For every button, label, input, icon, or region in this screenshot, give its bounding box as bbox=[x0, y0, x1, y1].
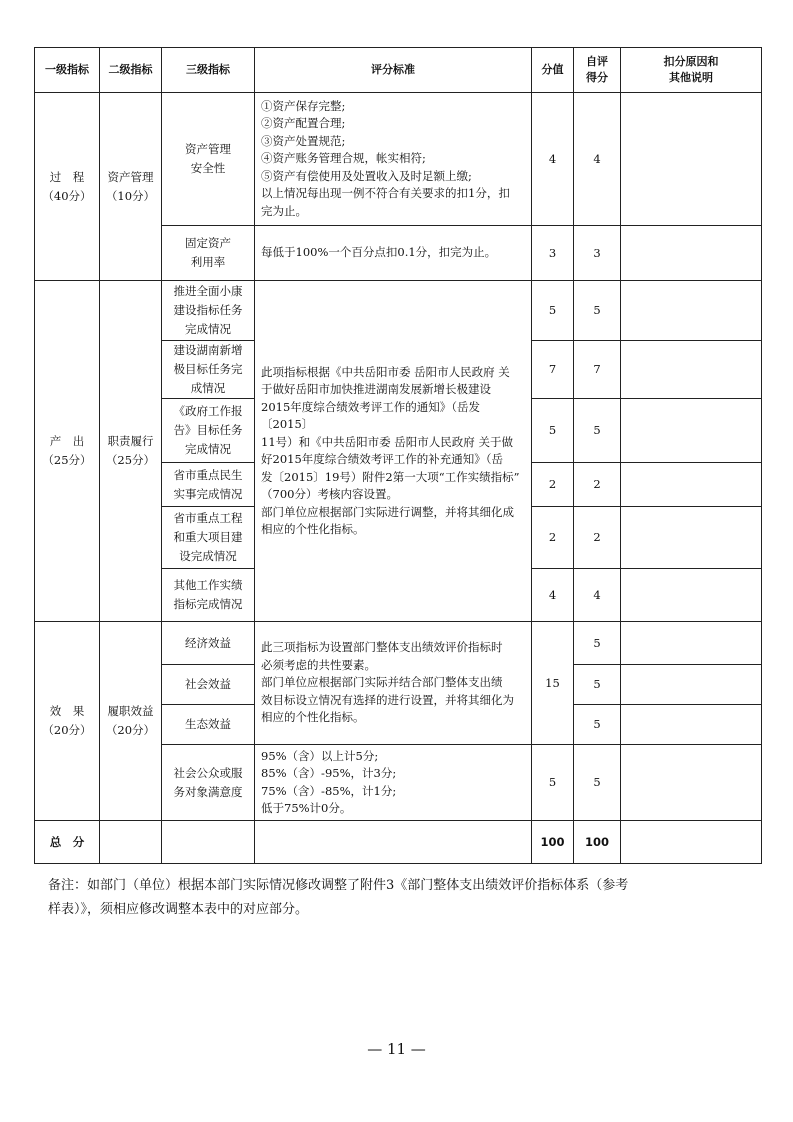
asset-utilization-criteria bbox=[255, 226, 532, 281]
output-level3 bbox=[162, 463, 255, 507]
level3-line: 建设指标任务 bbox=[173, 303, 243, 317]
level3-line: 告》目标任务 bbox=[173, 423, 243, 437]
header-deduction-line1: 扣分原因和 bbox=[663, 55, 719, 68]
self-score: 5 bbox=[574, 665, 621, 705]
criteria-line: 好2015年度综合绩效考评工作的补充通知》（岳 bbox=[261, 452, 504, 466]
empty-cell bbox=[100, 821, 162, 864]
satisfaction-line1: 社会公众或服 bbox=[173, 765, 243, 780]
header-row bbox=[35, 48, 762, 93]
criteria-line: ①资产保存完整; bbox=[261, 98, 346, 113]
level3-line: 极目标任务完 bbox=[173, 362, 243, 376]
process-level2-name: 资产管理 bbox=[107, 169, 154, 184]
output-level1 bbox=[35, 281, 100, 622]
asset-safety-criteria bbox=[255, 93, 532, 226]
criteria-line: 11号）和《中共岳阳市委 岳阳市人民政府 关于做 bbox=[261, 434, 513, 449]
criteria-line: 部门单位应根据部门实际进行调整，并将其细化成 bbox=[261, 504, 514, 519]
self-score: 5 bbox=[574, 745, 621, 821]
self-score: 5 bbox=[574, 399, 621, 463]
asset-safety-line1: 资产管理 bbox=[185, 142, 231, 156]
deduction-note bbox=[621, 341, 762, 399]
header-self-score-line2: 得分 bbox=[586, 71, 608, 84]
criteria-line: 必须考虑的共性要素。 bbox=[261, 657, 376, 672]
level3-line: 和重大项目建 bbox=[173, 530, 243, 544]
table-row bbox=[35, 281, 762, 341]
effect-level2-points: （20分） bbox=[105, 723, 156, 737]
footnote-line1: 备注：如部门（单位）根据本部门实际情况修改调整了附件3《部门整体支出绩效评价指标体系（参考 bbox=[48, 878, 629, 893]
deduction-note bbox=[621, 665, 762, 705]
effect-level1 bbox=[35, 622, 100, 821]
deduction-note bbox=[621, 622, 762, 665]
ecological-benefit: 生态效益 bbox=[162, 705, 255, 745]
table-row bbox=[35, 622, 762, 665]
satisfaction-line2: 务对象满意度 bbox=[173, 784, 243, 799]
criteria-line: 相应的个性化指标。 bbox=[261, 710, 365, 725]
criteria-line: 每低于100%一个百分点扣0.1分，扣完为止。 bbox=[261, 245, 497, 260]
effect-group-value: 15 bbox=[532, 622, 574, 745]
self-score: 5 bbox=[574, 622, 621, 665]
self-score: 5 bbox=[574, 281, 621, 341]
level3-line: 成情况 bbox=[190, 381, 226, 395]
output-level3 bbox=[162, 341, 255, 399]
effect-level1-points: （20分） bbox=[42, 723, 92, 737]
deduction-note bbox=[621, 705, 762, 745]
page-number: — 11 — bbox=[367, 1040, 426, 1058]
output-level3 bbox=[162, 399, 255, 463]
self-score: 2 bbox=[574, 463, 621, 507]
criteria-line: 2015年度综合绩效考评工作的通知》（岳发〔2015〕 bbox=[261, 399, 481, 431]
criteria-line: 75%（含）-85%，计1分; bbox=[261, 783, 397, 798]
output-level1-name: 产 出 bbox=[49, 434, 85, 448]
deduction-note bbox=[621, 821, 762, 864]
criteria-line: 85%（含）-95%，计3分; bbox=[261, 766, 397, 780]
criteria-line: （700分）考核内容设置。 bbox=[261, 487, 398, 501]
level3-line: 省市重点工程 bbox=[173, 511, 243, 525]
criteria-line: 于做好岳阳市加快推进湖南发展新增长极建设 bbox=[261, 382, 491, 396]
deduction-note bbox=[621, 226, 762, 281]
score-value: 5 bbox=[532, 745, 574, 821]
self-score: 5 bbox=[574, 705, 621, 745]
header-self-score bbox=[574, 48, 621, 93]
total-value: 100 bbox=[532, 821, 574, 864]
header-deduction-line2: 其他说明 bbox=[669, 71, 713, 84]
deduction-note bbox=[621, 399, 762, 463]
deduction-note bbox=[621, 463, 762, 507]
score-value: 2 bbox=[532, 507, 574, 569]
header-deduction bbox=[621, 48, 762, 93]
empty-cell bbox=[162, 821, 255, 864]
criteria-line: 低于75%计0分。 bbox=[261, 801, 352, 815]
asset-utilization-line1: 固定资产 bbox=[185, 236, 231, 250]
output-level2-points: （25分） bbox=[105, 453, 156, 467]
self-score: 2 bbox=[574, 507, 621, 569]
level3-line: 《政府工作报 bbox=[173, 404, 243, 418]
process-level2 bbox=[100, 93, 162, 281]
score-value: 4 bbox=[532, 569, 574, 622]
satisfaction-level3 bbox=[162, 745, 255, 821]
process-level1 bbox=[35, 93, 100, 281]
score-value: 4 bbox=[532, 93, 574, 226]
criteria-line: ④资产账务管理合规，帐实相符; bbox=[261, 151, 426, 166]
output-criteria bbox=[255, 281, 532, 622]
criteria-line: 以上情况每出现一例不符合有关要求的扣1分，扣 bbox=[261, 186, 510, 201]
asset-utilization-level3 bbox=[162, 226, 255, 281]
criteria-line: 此三项指标为设置部门整体支出绩效评价指标时 bbox=[261, 640, 503, 655]
table-row bbox=[35, 93, 762, 226]
score-value: 5 bbox=[532, 399, 574, 463]
deduction-note bbox=[621, 507, 762, 569]
criteria-line: ②资产配置合理; bbox=[261, 116, 346, 131]
header-level2: 二级指标 bbox=[100, 48, 162, 93]
score-value: 5 bbox=[532, 281, 574, 341]
process-level2-points: （10分） bbox=[105, 188, 156, 203]
asset-utilization-line2: 利用率 bbox=[190, 255, 226, 269]
effect-level1-name: 效 果 bbox=[49, 704, 85, 718]
score-value: 2 bbox=[532, 463, 574, 507]
deduction-note bbox=[621, 93, 762, 226]
effect-level2-name: 履职效益 bbox=[107, 704, 154, 718]
output-level3 bbox=[162, 507, 255, 569]
header-level3: 三级指标 bbox=[162, 48, 255, 93]
asset-safety-line2: 安全性 bbox=[190, 161, 226, 175]
level3-line: 完成情况 bbox=[185, 322, 231, 336]
criteria-line: 此项指标根据《中共岳阳市委 岳阳市人民政府 关 bbox=[261, 364, 510, 379]
criteria-line: 部门单位应根据部门实际并结合部门整体支出绩 bbox=[261, 675, 503, 690]
level3-line: 省市重点民生 bbox=[173, 467, 243, 482]
social-benefit: 社会效益 bbox=[162, 665, 255, 705]
process-level1-points: （40分） bbox=[42, 188, 92, 203]
deduction-note bbox=[621, 745, 762, 821]
satisfaction-criteria bbox=[255, 745, 532, 821]
self-score: 4 bbox=[574, 569, 621, 622]
output-level2 bbox=[100, 281, 162, 622]
level3-line: 设完成情况 bbox=[179, 549, 237, 563]
level3-line: 实事完成情况 bbox=[173, 486, 243, 501]
indicator-table bbox=[34, 47, 762, 864]
asset-safety-level3 bbox=[162, 93, 255, 226]
level3-line: 推进全面小康 bbox=[173, 284, 243, 298]
level3-line: 完成情况 bbox=[185, 442, 231, 456]
effect-criteria bbox=[255, 622, 532, 745]
level3-line: 建设湖南新增 bbox=[173, 343, 243, 357]
self-score: 7 bbox=[574, 341, 621, 399]
level3-line: 其他工作实绩 bbox=[173, 578, 243, 592]
total-self-score: 100 bbox=[574, 821, 621, 864]
criteria-line: 相应的个性化指标。 bbox=[261, 522, 365, 536]
deduction-note bbox=[621, 569, 762, 622]
header-criteria: 评分标准 bbox=[255, 48, 532, 93]
economic-benefit: 经济效益 bbox=[162, 622, 255, 665]
criteria-line: ③资产处置规范; bbox=[261, 133, 346, 148]
footnote bbox=[48, 874, 728, 922]
output-level3 bbox=[162, 281, 255, 341]
empty-cell bbox=[255, 821, 532, 864]
criteria-line: 95%（含）以上计5分; bbox=[261, 748, 379, 763]
score-value: 7 bbox=[532, 341, 574, 399]
self-score: 4 bbox=[574, 93, 621, 226]
effect-level2 bbox=[100, 622, 162, 821]
score-value: 3 bbox=[532, 226, 574, 281]
criteria-line: ⑤资产有偿使用及处置收入及时足额上缴; bbox=[261, 168, 472, 183]
output-level2-name: 职责履行 bbox=[107, 434, 154, 448]
self-score: 3 bbox=[574, 226, 621, 281]
criteria-line: 完为止。 bbox=[261, 203, 307, 218]
criteria-line: 发〔2015〕19号）附件2第一大项“工作实绩指标” bbox=[261, 469, 520, 484]
total-row bbox=[35, 821, 762, 864]
level3-line: 指标完成情况 bbox=[173, 597, 243, 611]
process-level1-name: 过 程 bbox=[49, 169, 85, 184]
total-label: 总 分 bbox=[35, 821, 100, 864]
footnote-line2: 样表）》，须相应修改调整本表中的对应部分。 bbox=[48, 902, 309, 917]
output-level3 bbox=[162, 569, 255, 622]
deduction-note bbox=[621, 281, 762, 341]
output-level1-points: （25分） bbox=[42, 453, 92, 467]
header-level1: 一级指标 bbox=[35, 48, 100, 93]
criteria-line: 效目标设立情况有选择的进行设置，并将其细化为 bbox=[261, 692, 514, 707]
header-score-value: 分值 bbox=[532, 48, 574, 93]
header-self-score-line1: 自评 bbox=[586, 55, 608, 68]
